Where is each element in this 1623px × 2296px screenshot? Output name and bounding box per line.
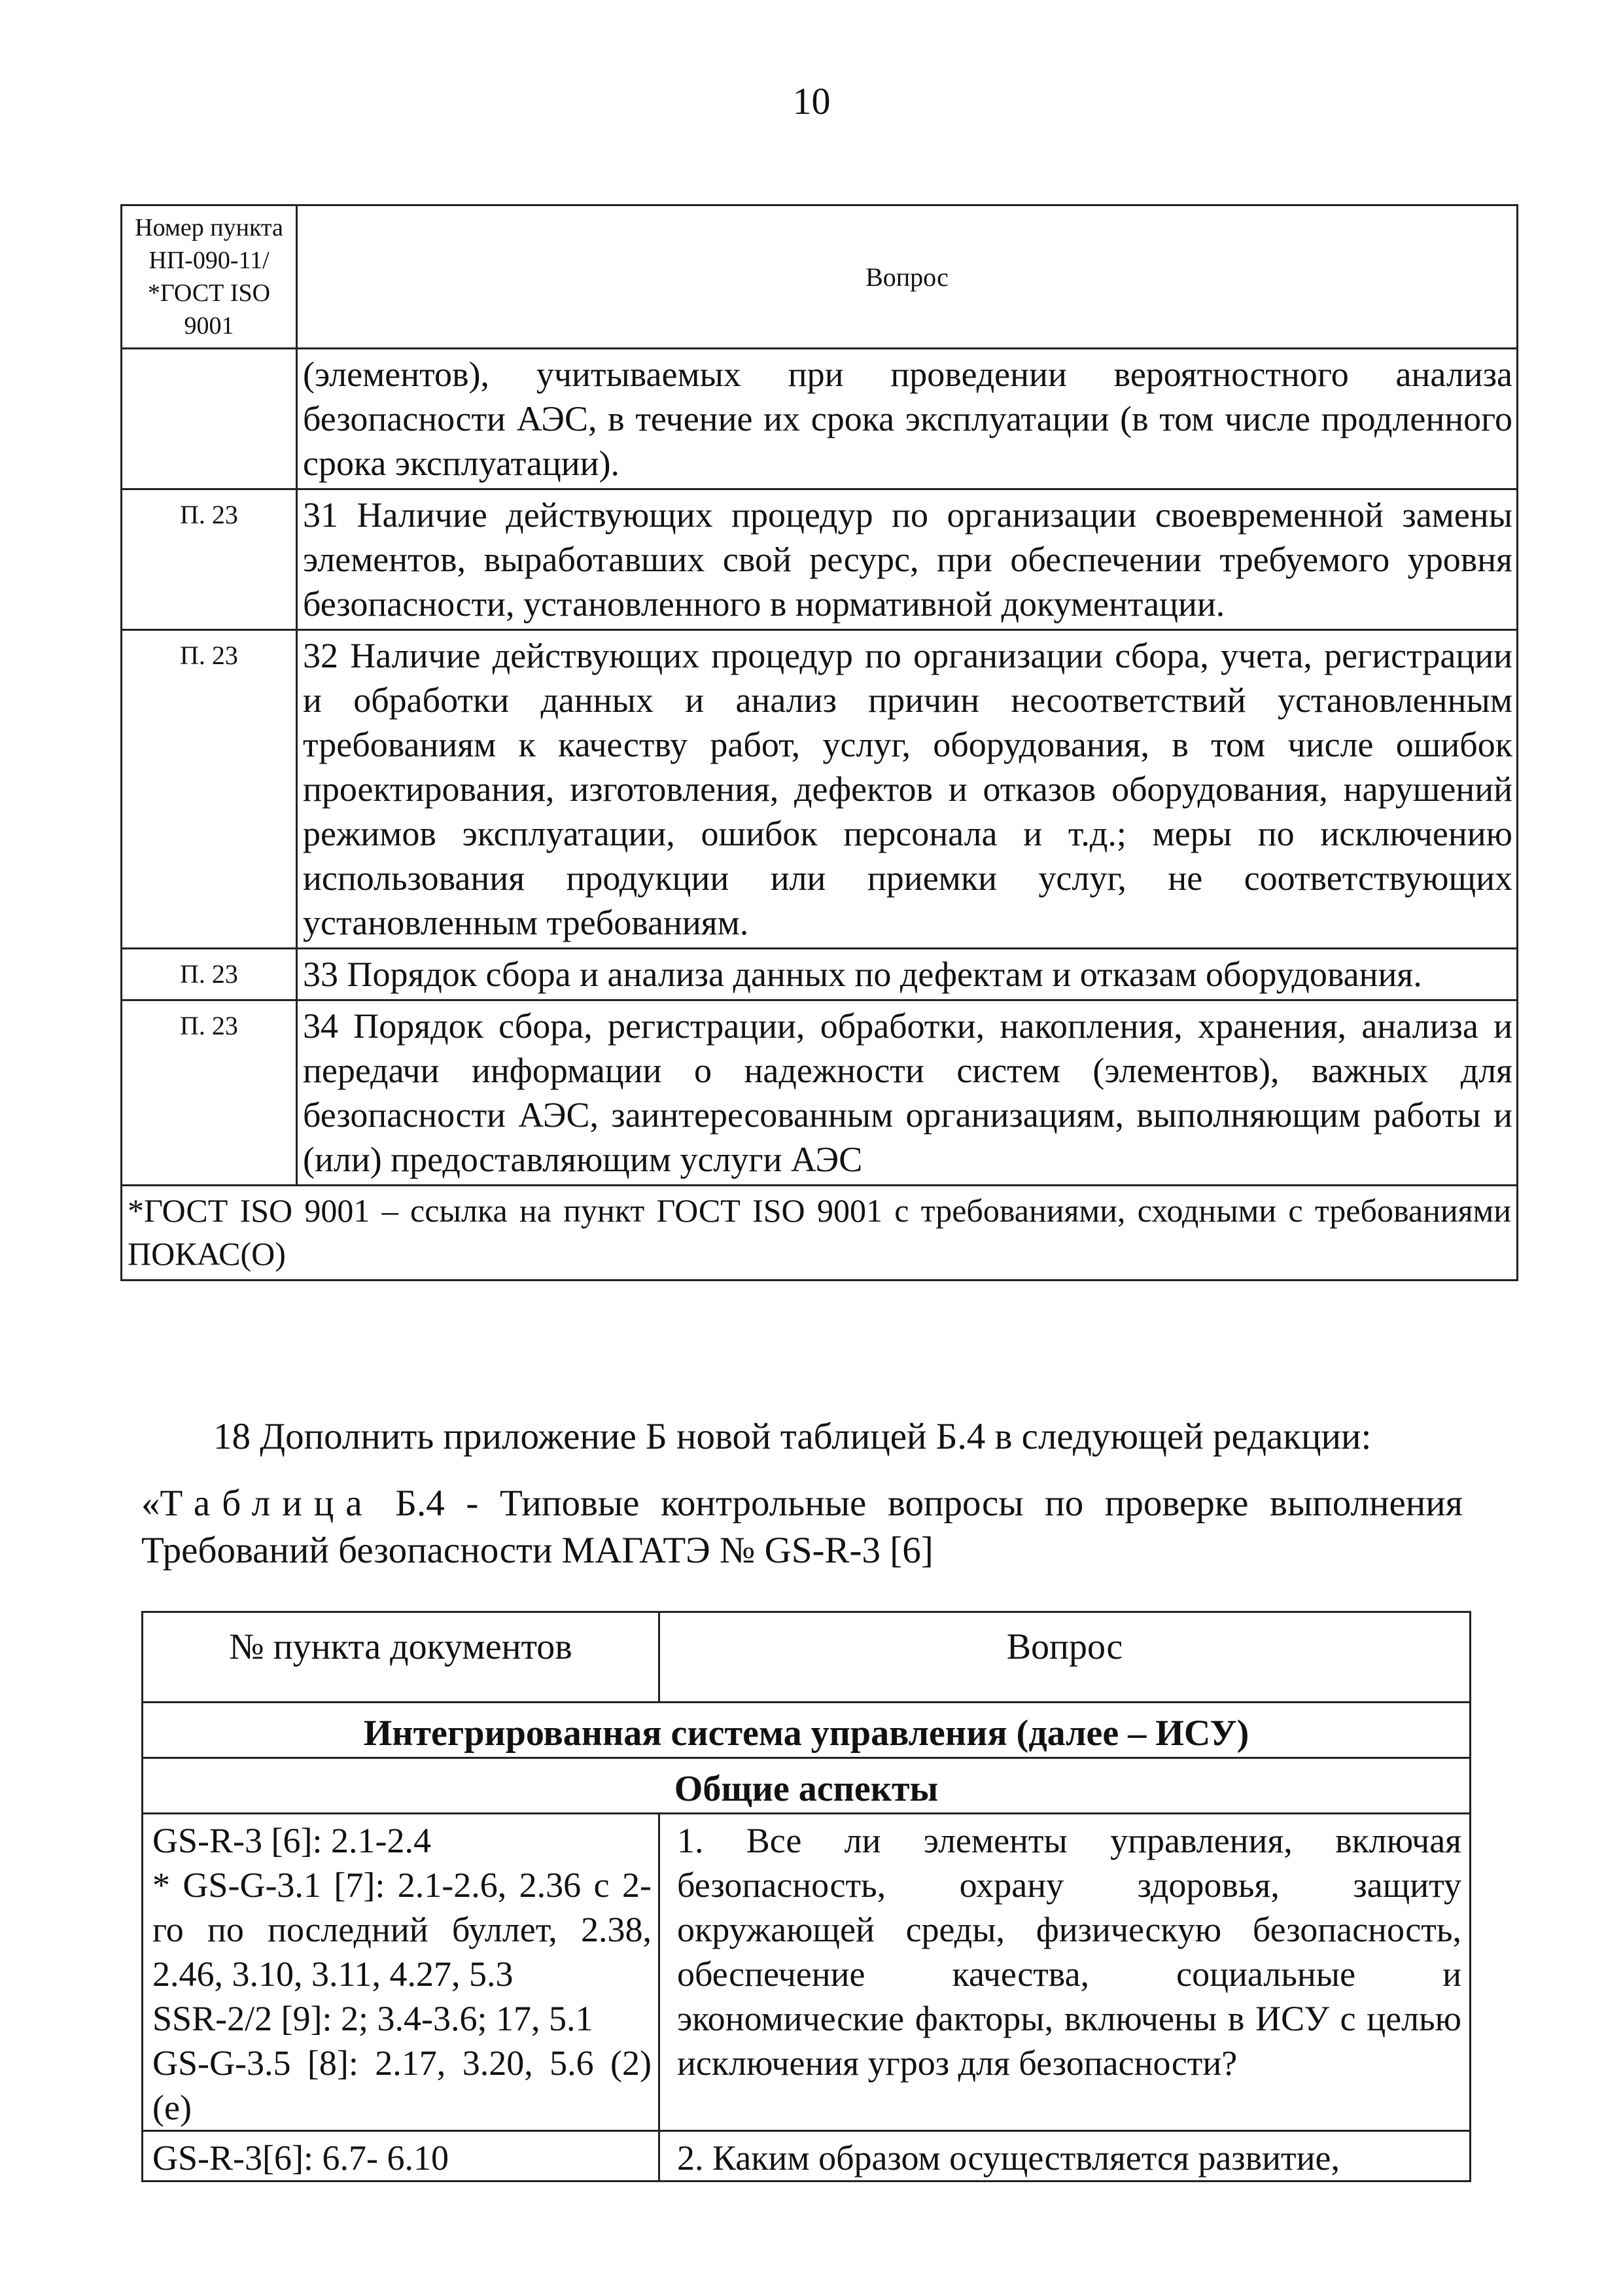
- table-row: [143, 1814, 1471, 2131]
- ref-line: SSR-2/2 [9]: 2; 3.4-3.6; 17, 5.1: [152, 1999, 593, 2038]
- table-row: [122, 489, 1518, 630]
- clause-ref: П. 23: [122, 1000, 297, 1186]
- question-text: 1. Все ли элементы управления, включая безопасность, охрану здоровья, защиту окружающей среды, физическую безопасность, обеспечение качества, социальные и экономические факторы, включены в ИСУ с целью исключения угроз для безопасности?: [659, 1814, 1471, 2131]
- header-line: Номер пункта: [135, 214, 283, 241]
- caption-word: Таблица: [160, 1483, 374, 1524]
- table-row: [122, 630, 1518, 949]
- subsection-row: [143, 1758, 1471, 1814]
- caption-text: Б.4 - Типовые контрольные вопросы по проверке выполнения Требований безопасности МАГАТЭ № GS-R-3 [6]: [141, 1483, 1463, 1571]
- clause-ref: П. 23: [122, 489, 297, 630]
- header-question: Вопрос: [659, 1612, 1471, 1703]
- table-b4: [141, 1611, 1471, 2182]
- ref-line: * GS-G-3.1 [7]: 2.1-2.6, 2.36 с 2-го по последний буллет, 2.38, 2.46, 3.10, 3.11, 4.27, 5.3: [152, 1865, 652, 1994]
- header-question: Вопрос: [297, 205, 1518, 349]
- ref-line: GS-R-3 [6]: 2.1-2.4: [152, 1821, 431, 1860]
- section-title: Интегрированная система управления (далее – ИСУ): [143, 1703, 1471, 1758]
- question-text: 34 Порядок сбора, регистрации, обработки, накопления, хранения, анализа и передачи информации о надежности систем (элементов), важных для безопасности АЭС, заинтересованным организациям, выполняющим работы и (или) предоставляющим услуги АЭС: [297, 1000, 1518, 1186]
- footnote-row: [122, 1186, 1518, 1280]
- table-row: [122, 1000, 1518, 1186]
- paragraph-18: 18 Дополнить приложение Б новой таблицей Б.4 в следующей редакции:: [213, 1416, 1372, 1457]
- question-text: 33 Порядок сбора и анализа данных по дефектам и отказам оборудования.: [297, 949, 1518, 1000]
- table-header-row: [143, 1612, 1471, 1703]
- subsection-title: Общие аспекты: [143, 1758, 1471, 1814]
- header-clause-number: [122, 205, 297, 349]
- document-refs: [143, 2131, 659, 2181]
- ref-line: GS-R-3[6]: 6.7- 6.10: [152, 2138, 449, 2178]
- checklist-table-np-090: [120, 204, 1518, 1281]
- header-line: 9001: [184, 312, 234, 340]
- section-row: [143, 1703, 1471, 1758]
- clause-ref: [122, 349, 297, 489]
- question-text: 2. Каким образом осуществляется развитие,: [659, 2131, 1471, 2181]
- page-number: 10: [792, 80, 831, 122]
- ref-line: GS-G-3.5 [8]: 2.17, 3.20, 5.6 (2) (e): [152, 2043, 652, 2127]
- clause-ref: П. 23: [122, 949, 297, 1000]
- table-footnote: *ГОСТ ISO 9001 – ссылка на пункт ГОСТ ISO 9001 с требованиями, сходными с требованиями ПОКАС(О): [122, 1186, 1518, 1280]
- table-header-row: [122, 205, 1518, 349]
- question-text: 31 Наличие действующих процедур по организации своевременной замены элементов, выработавших свой ресурс, при обеспечении требуемого уровня безопасности, установленного в нормативной документации.: [297, 489, 1518, 630]
- header-line: НП-090-11/: [148, 247, 270, 274]
- document-refs: [143, 1814, 659, 2131]
- header-document-clause: № пункта документов: [143, 1612, 659, 1703]
- table-caption: [141, 1480, 1463, 1574]
- question-text: (элементов), учитываемых при проведении вероятностного анализа безопасности АЭС, в течение их срока эксплуатации (в том числе продленного срока эксплуатации).: [297, 349, 1518, 489]
- caption-prefix: «: [141, 1483, 160, 1524]
- table-row: [143, 2131, 1471, 2181]
- clause-ref: П. 23: [122, 630, 297, 949]
- table-row: [122, 949, 1518, 1000]
- table-row: [122, 349, 1518, 489]
- header-line: *ГОСТ ISO: [147, 279, 271, 307]
- question-text: 32 Наличие действующих процедур по организации сбора, учета, регистрации и обработки данных и анализ причин несоответствий установленным требованиям к качеству работ, услуг, оборудования, в том числе ошибок проектирования, изготовления, дефектов и отказов оборудования, нарушений режимов эксплуатации, ошибок персонала и т.д.; меры по исключению использования продукции или приемки услуг, не соответствующих установленным требованиям.: [297, 630, 1518, 949]
